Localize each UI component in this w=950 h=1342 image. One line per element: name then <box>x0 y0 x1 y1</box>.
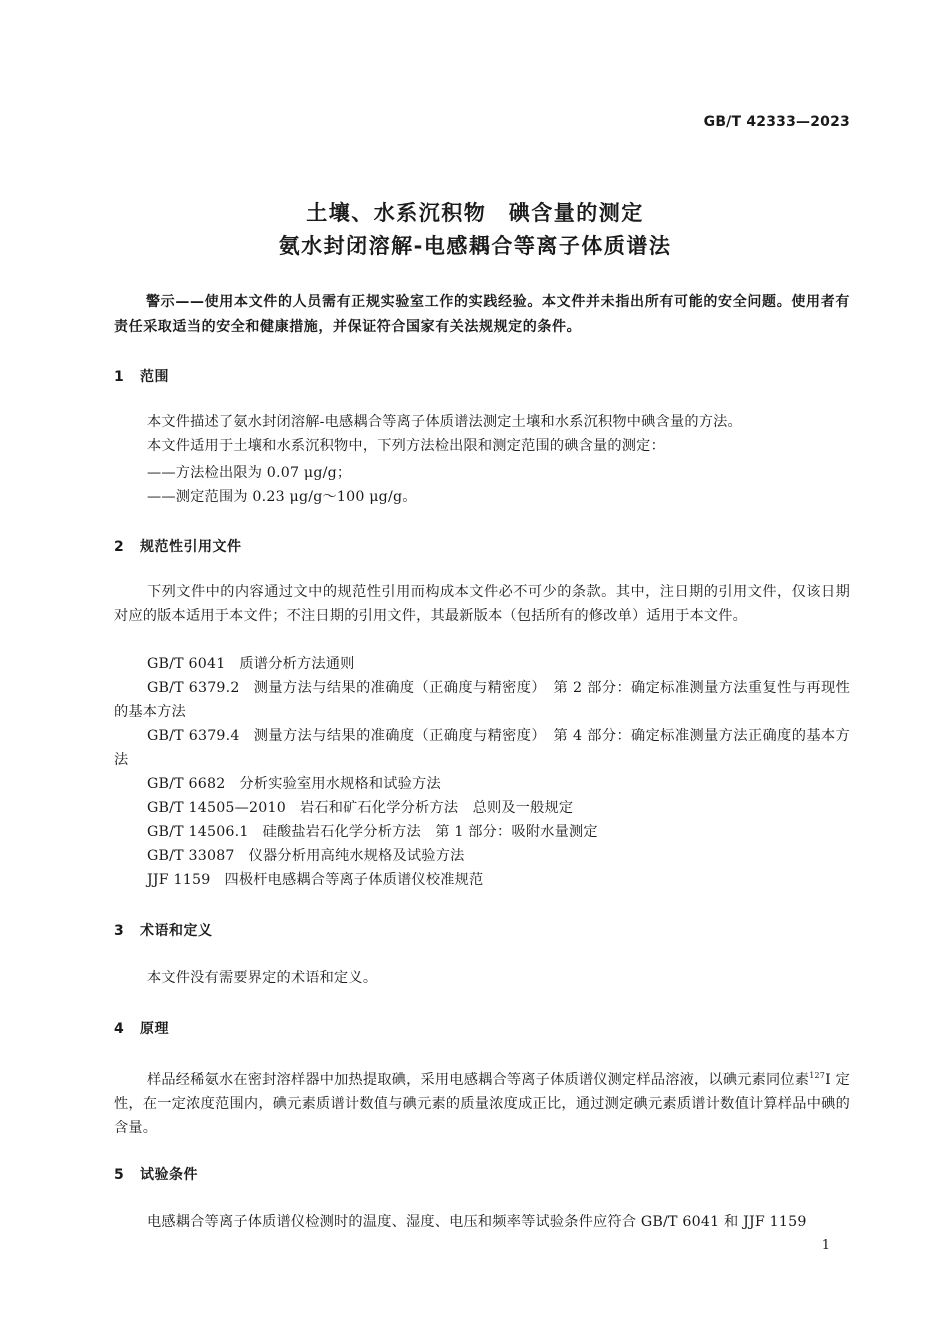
normative-reference <box>114 868 850 892</box>
section-1-heading <box>114 366 169 386</box>
section-4-heading <box>114 1018 169 1038</box>
reference-code: GB/T 6379.4 <box>147 728 240 744</box>
section-number: 4 <box>114 1021 125 1037</box>
section-5-paragraph-1: 电感耦合等离子体质谱仪检测时的温度、湿度、电压和频率等试验条件应符合 GB/T 6041 和 JJF 1159 <box>147 1214 807 1230</box>
reference-code: GB/T 14506.1 <box>147 824 249 840</box>
reference-code: GB/T 33087 <box>147 848 235 864</box>
reference-title: 四极杆电感耦合等离子体质谱仪校准规范 <box>224 872 484 888</box>
normative-reference <box>114 796 850 820</box>
principle-text-part-2: I 定性，在一定浓度范围内，碘元素质谱计数值与碘元素的质量浓度成正比，通过测定碘元素质谱计数值计算样品中碘的含量。 <box>114 1072 850 1136</box>
section-title: 范围 <box>140 369 169 385</box>
section-number: 1 <box>114 369 125 385</box>
standard-number: GB/T 42333—2023 <box>703 114 850 130</box>
normative-reference <box>114 844 850 868</box>
section-1-list-item-1: ——方法检出限为 0.07 μg/g； <box>147 465 352 481</box>
reference-code: GB/T 6682 <box>147 776 226 792</box>
section-title: 术语和定义 <box>140 923 213 939</box>
normative-reference <box>114 652 850 676</box>
reference-title: 测量方法与结果的准确度（正确度与精密度） 第 2 部分：确定标准测量方法重复性与再现性的基本方法 <box>114 680 850 720</box>
section-1-paragraph-1: 本文件描述了氨水封闭溶解-电感耦合等离子体质谱法测定土壤和水系沉积物中碘含量的方法。 <box>147 414 742 430</box>
section-title: 试验条件 <box>140 1167 198 1183</box>
normative-reference <box>114 724 850 772</box>
safety-warning: 警示——使用本文件的人员需有正规实验室工作的实践经验。本文件并未指出所有可能的安全问题。使用者有责任采取适当的安全和健康措施，并保证符合国家有关法规规定的条件。 <box>114 294 850 335</box>
reference-code: GB/T 14505—2010 <box>147 800 286 816</box>
document-title-line-1: 土壤、水系沉积物 碘含量的测定 <box>306 201 644 225</box>
normative-reference <box>114 772 850 796</box>
reference-title: 硅酸盐岩石化学分析方法 第 1 部分：吸附水量测定 <box>262 824 598 840</box>
reference-title: 仪器分析用高纯水规格及试验方法 <box>248 848 465 864</box>
section-3-paragraph-1: 本文件没有需要界定的术语和定义。 <box>147 970 378 986</box>
reference-code: GB/T 6379.2 <box>147 680 240 696</box>
section-2-heading <box>114 536 242 556</box>
normative-reference <box>114 820 850 844</box>
principle-text-part-1: 样品经稀氨水在密封溶样器中加热提取碘，采用电感耦合等离子体质谱仪测定样品溶液，以碘元素同位素 <box>147 1072 810 1088</box>
reference-title: 分析实验室用水规格和试验方法 <box>239 776 441 792</box>
section-4-paragraph-1 <box>114 1064 850 1140</box>
section-2-paragraph-1: 下列文件中的内容通过文中的规范性引用而构成本文件必不可少的条款。其中，注日期的引用文件，仅该日期对应的版本适用于本文件；不注日期的引用文件，其最新版本（包括所有的修改单）适用于本文件。 <box>114 584 850 624</box>
reference-code: JJF 1159 <box>147 872 211 888</box>
section-3-heading <box>114 920 213 940</box>
section-number: 5 <box>114 1167 125 1183</box>
section-title: 规范性引用文件 <box>140 539 242 555</box>
normative-reference <box>114 676 850 724</box>
section-title: 原理 <box>140 1021 169 1037</box>
reference-title: 质谱分析方法通则 <box>239 656 355 672</box>
reference-title: 测量方法与结果的准确度（正确度与精密度） 第 4 部分：确定标准测量方法正确度的基本方法 <box>114 728 850 768</box>
section-number: 3 <box>114 923 125 939</box>
isotope-mass-number: 127 <box>809 1071 826 1080</box>
section-number: 2 <box>114 539 125 555</box>
document-title-line-2: 氨水封闭溶解-电感耦合等离子体质谱法 <box>278 234 672 258</box>
page-number: 1 <box>821 1238 830 1253</box>
reference-title: 岩石和矿石化学分析方法 总则及一般规定 <box>299 800 574 816</box>
section-5-heading <box>114 1164 198 1184</box>
section-1-list-item-2: ——测定范围为 0.23 μg/g～100 μg/g。 <box>147 489 417 505</box>
reference-code: GB/T 6041 <box>147 656 226 672</box>
section-1-paragraph-2: 本文件适用于土壤和水系沉积物中，下列方法检出限和测定范围的碘含量的测定： <box>147 438 665 454</box>
